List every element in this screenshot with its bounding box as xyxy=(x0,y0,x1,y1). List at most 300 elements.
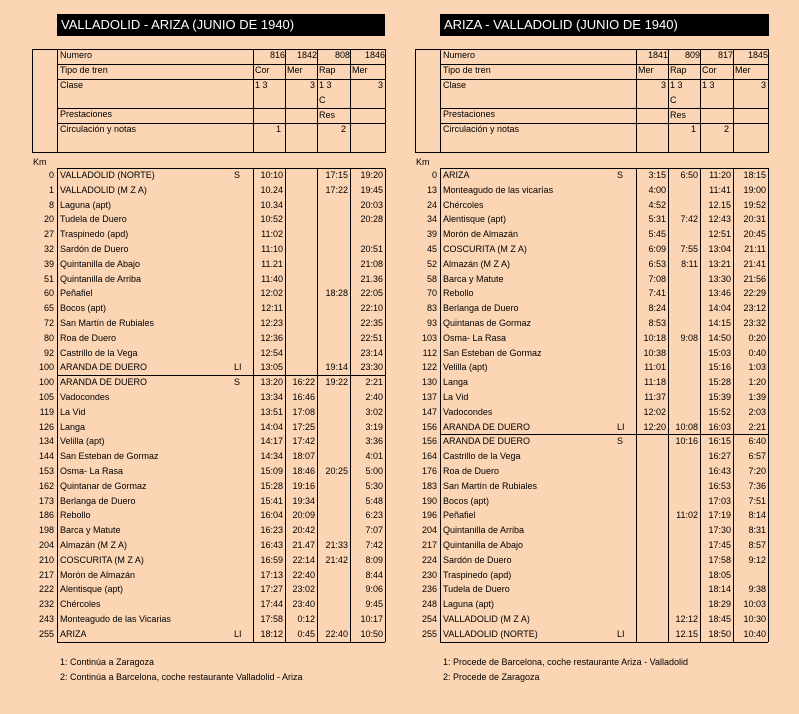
timetable-row xyxy=(383,568,773,583)
row-time: 1:39 xyxy=(748,392,766,402)
row-km: 130 xyxy=(421,377,437,388)
row-km: 1 xyxy=(48,184,54,195)
timetable-panel-right xyxy=(383,0,783,714)
row-km: 232 xyxy=(38,599,54,610)
header-train-notes: 1 xyxy=(690,124,696,134)
timetable-row xyxy=(0,479,390,494)
row-time: 20:51 xyxy=(360,244,383,254)
row-time: 21:41 xyxy=(743,258,766,269)
row-time: 14:04 xyxy=(708,303,731,314)
row-time: 5:00 xyxy=(365,466,383,476)
row-time xyxy=(636,479,668,494)
row-time: 11:41 xyxy=(709,184,731,195)
row-time: 16:43 xyxy=(708,466,731,476)
timetable-row xyxy=(383,494,773,509)
row-station: ARANDA DE DUERO xyxy=(60,377,148,388)
row-time: 22:51 xyxy=(360,332,383,343)
row-flag xyxy=(234,390,253,405)
row-time xyxy=(317,434,350,449)
row-time: 11:40 xyxy=(261,273,283,284)
row-time: 23:30 xyxy=(360,362,383,373)
timetable-row xyxy=(383,582,773,597)
timetable-row xyxy=(0,286,390,301)
timetable-row xyxy=(383,434,773,449)
timetable-row xyxy=(0,553,390,568)
timetable-row xyxy=(0,390,390,405)
row-time: 14:34 xyxy=(260,451,283,462)
row-station: Bocos (apt) xyxy=(60,303,107,314)
row-km: 100 xyxy=(38,362,54,373)
row-time: 17:30 xyxy=(708,525,731,536)
row-km: 60 xyxy=(43,288,54,299)
row-time: 6:53 xyxy=(648,258,666,269)
row-flag xyxy=(617,582,636,597)
row-time xyxy=(668,272,700,287)
row-km: 210 xyxy=(38,554,54,565)
row-time xyxy=(668,227,700,242)
row-time: 12:36 xyxy=(260,332,283,343)
row-time: 16:15 xyxy=(708,436,731,447)
row-time: 21:11 xyxy=(744,244,766,254)
row-time: 10:40 xyxy=(743,628,766,639)
row-km: 162 xyxy=(38,480,54,491)
row-flag xyxy=(617,494,636,509)
row-station: Langa xyxy=(443,377,469,388)
row-time: 19:52 xyxy=(743,199,766,210)
row-flag xyxy=(617,212,636,227)
row-time: 11:02 xyxy=(261,229,283,240)
row-time xyxy=(350,227,385,242)
row-km: 8 xyxy=(48,199,54,210)
row-km: 65 xyxy=(43,303,54,314)
row-time xyxy=(668,479,700,494)
row-time: 2:21 xyxy=(365,377,383,388)
row-station: Quintanilla de Arriba xyxy=(443,525,525,536)
row-km: 122 xyxy=(421,362,437,373)
row-time: 16:23 xyxy=(260,525,283,536)
row-time: 12:51 xyxy=(708,229,731,240)
row-time xyxy=(285,360,317,375)
row-flag xyxy=(234,227,253,242)
row-flag xyxy=(617,257,636,272)
timetable-row xyxy=(383,168,773,183)
row-flag xyxy=(234,523,253,538)
row-time: 18:45 xyxy=(708,614,731,624)
header-outer-top xyxy=(415,49,440,50)
row-station: Traspinedo (apd) xyxy=(443,569,512,580)
row-station: Castrillo de la Vega xyxy=(60,347,138,358)
row-flag: S xyxy=(234,170,241,180)
row-station: Bocos (apt) xyxy=(443,495,490,506)
footnote-2: 2: Continúa a Barcelona, coche restaurante Valladolid - Ariza xyxy=(60,672,303,682)
row-km: 156 xyxy=(421,436,437,447)
row-time: 7:41 xyxy=(648,288,666,299)
row-station: San Esteban de Gormaz xyxy=(443,347,542,358)
row-time: 0:40 xyxy=(748,347,766,358)
row-station: Rebollo xyxy=(60,510,91,521)
row-time: 17:15 xyxy=(325,170,348,180)
row-time: 12:54 xyxy=(260,347,283,358)
row-flag xyxy=(234,198,253,213)
row-km: 217 xyxy=(421,540,437,550)
timetable-row xyxy=(0,449,390,464)
row-time: 12:02 xyxy=(260,288,283,299)
row-time: 17:13 xyxy=(260,569,283,580)
row-time: 22:10 xyxy=(360,303,383,314)
row-station: VALLADOLID (M Z A) xyxy=(60,184,147,195)
row-time: 6:50 xyxy=(680,170,698,180)
row-km: 230 xyxy=(421,569,437,580)
row-time: 17:44 xyxy=(260,599,283,610)
row-time xyxy=(317,390,350,405)
row-station: ARANDA DE DUERO xyxy=(443,421,531,432)
row-time: 2:03 xyxy=(748,406,766,417)
row-time xyxy=(317,331,350,346)
row-flag xyxy=(234,538,253,553)
row-time xyxy=(285,272,317,287)
row-km: 198 xyxy=(38,525,54,536)
row-time: 14:04 xyxy=(260,421,283,432)
timetable-row xyxy=(0,405,390,420)
row-time: 15:28 xyxy=(260,480,283,491)
row-time xyxy=(317,198,350,213)
timetable-row xyxy=(383,360,773,375)
header-train-class: 1 3 xyxy=(319,80,332,90)
timetable-row xyxy=(0,494,390,509)
row-time xyxy=(636,434,668,449)
header-col-line xyxy=(768,49,769,153)
row-flag xyxy=(617,449,636,464)
row-time xyxy=(285,286,317,301)
row-flag xyxy=(234,508,253,523)
timetable-row xyxy=(0,346,390,361)
timetable-row xyxy=(383,405,773,420)
row-time: 17:58 xyxy=(708,554,731,565)
row-time: 10:38 xyxy=(643,347,666,358)
row-time: 20:28 xyxy=(360,214,383,225)
row-time: 18:29 xyxy=(708,599,731,610)
row-time xyxy=(668,301,700,316)
row-station: Osma- La Rasa xyxy=(443,332,507,343)
row-station: Peñafiel xyxy=(443,510,476,521)
row-km: 224 xyxy=(421,554,437,565)
row-time xyxy=(317,582,350,597)
body-bottom-border xyxy=(440,642,768,643)
timetable-row xyxy=(383,242,773,257)
timetable-row xyxy=(383,449,773,464)
row-time: 15:41 xyxy=(260,495,283,506)
row-flag: S xyxy=(617,170,624,180)
row-flag xyxy=(234,183,253,198)
row-station: Berlanga de Duero xyxy=(60,495,136,506)
row-km: 248 xyxy=(421,599,437,610)
row-flag xyxy=(617,464,636,479)
row-km: 34 xyxy=(426,214,437,225)
row-time: 19:16 xyxy=(292,480,315,491)
row-time: 19:20 xyxy=(360,170,383,180)
timetable-row xyxy=(383,286,773,301)
header-train-class: 1 3 xyxy=(255,80,268,90)
row-flag xyxy=(234,346,253,361)
row-time: 9:38 xyxy=(748,584,766,595)
row-station: Velilla (apt) xyxy=(443,362,488,373)
row-time: 11:18 xyxy=(644,377,666,388)
row-time: 10:50 xyxy=(360,628,383,639)
row-time: 16:22 xyxy=(292,377,315,388)
row-time: 6:40 xyxy=(748,436,766,447)
row-time: 11:02 xyxy=(676,510,698,521)
timetable-row xyxy=(383,420,773,435)
row-time: 14:17 xyxy=(260,436,283,447)
row-time: 17:45 xyxy=(708,540,731,550)
timetable-row xyxy=(0,198,390,213)
timetable-row xyxy=(383,375,773,390)
row-time: 22:35 xyxy=(360,318,383,328)
row-time xyxy=(317,272,350,287)
row-station: Monteagudo de las vicarías xyxy=(443,184,554,195)
row-km: 83 xyxy=(426,303,437,314)
row-time: 17:22 xyxy=(325,184,348,195)
row-time: 10.34 xyxy=(260,199,283,210)
row-time: 7:42 xyxy=(680,214,698,225)
row-km: 0 xyxy=(48,170,54,180)
row-time xyxy=(668,494,700,509)
row-flag xyxy=(617,346,636,361)
header-train-notes: 1 xyxy=(275,124,281,134)
header-train-notes: 2 xyxy=(340,124,346,134)
header-outer-bottom xyxy=(32,152,57,153)
row-time: 10:52 xyxy=(260,214,283,225)
row-time: 7:42 xyxy=(365,540,383,550)
timetable-row xyxy=(383,479,773,494)
header-bottom-border xyxy=(57,152,385,153)
row-time: 23:14 xyxy=(360,347,383,358)
row-time xyxy=(317,242,350,257)
row-km: 217 xyxy=(38,569,54,580)
row-station: Roa de Duero xyxy=(443,466,500,476)
row-time xyxy=(317,212,350,227)
timetable-row xyxy=(383,183,773,198)
row-flag xyxy=(617,390,636,405)
row-flag xyxy=(234,553,253,568)
header-train-class: 1 3 xyxy=(702,80,715,90)
row-km: 204 xyxy=(38,540,54,550)
row-flag xyxy=(617,331,636,346)
row-time: 1:03 xyxy=(748,362,766,373)
row-time xyxy=(636,508,668,523)
row-station: Almazán (M Z A) xyxy=(60,540,128,550)
row-flag xyxy=(617,316,636,331)
row-time xyxy=(285,257,317,272)
row-km: 164 xyxy=(421,451,437,462)
row-time xyxy=(317,523,350,538)
row-time: 9:45 xyxy=(365,599,383,610)
row-flag xyxy=(234,420,253,435)
row-time: 15:52 xyxy=(708,406,731,417)
timetable-row xyxy=(0,257,390,272)
timetable-row xyxy=(383,212,773,227)
row-time xyxy=(317,479,350,494)
row-time xyxy=(285,227,317,242)
row-time xyxy=(668,346,700,361)
row-time xyxy=(317,494,350,509)
timetable-row xyxy=(383,612,773,627)
row-time: 9:06 xyxy=(365,584,383,595)
row-time: 11:01 xyxy=(644,362,666,373)
header-row-line xyxy=(57,108,385,109)
row-time: 17:03 xyxy=(708,495,731,506)
row-time xyxy=(317,449,350,464)
row-time: 22:40 xyxy=(325,628,348,639)
row-station: COSCURITA (M Z A) xyxy=(443,244,527,254)
row-km: 254 xyxy=(421,614,437,624)
row-flag xyxy=(234,464,253,479)
row-time: 19:45 xyxy=(360,184,383,195)
row-time: 23:12 xyxy=(743,303,766,314)
row-time: 22:29 xyxy=(743,288,766,299)
row-flag xyxy=(617,183,636,198)
row-time xyxy=(317,405,350,420)
timetable-row xyxy=(0,168,390,183)
header-train-services: Res xyxy=(670,110,687,120)
row-time: 13:51 xyxy=(260,406,283,417)
timetable-row xyxy=(383,523,773,538)
row-station: Barca y Matute xyxy=(60,525,121,536)
row-time: 15:03 xyxy=(708,347,731,358)
row-time: 13:30 xyxy=(708,273,731,284)
row-time: 16:46 xyxy=(292,392,315,402)
timetable-row xyxy=(0,523,390,538)
row-time xyxy=(317,227,350,242)
row-station: La Vid xyxy=(60,406,86,417)
row-time: 7:36 xyxy=(748,480,766,491)
timetable-row xyxy=(383,627,773,642)
row-flag: S xyxy=(234,377,241,388)
row-time: 2:21 xyxy=(748,421,766,432)
header-label: Prestaciones xyxy=(60,109,113,119)
footnote-2: 2: Procede de Zaragoza xyxy=(443,672,540,682)
row-station: La Vid xyxy=(443,392,469,402)
row-time: 18:46 xyxy=(292,466,315,476)
row-flag xyxy=(617,272,636,287)
row-time: 11:37 xyxy=(644,392,666,402)
timetable-row xyxy=(383,257,773,272)
row-time xyxy=(636,494,668,509)
row-flag xyxy=(617,479,636,494)
row-time: 14:50 xyxy=(708,332,731,343)
timetable-row xyxy=(383,227,773,242)
row-time: 5:48 xyxy=(365,495,383,506)
row-station: Berlanga de Duero xyxy=(443,303,519,314)
row-time: 10:30 xyxy=(743,614,766,624)
header-label: Circulación y notas xyxy=(443,124,520,134)
row-km: 32 xyxy=(43,244,54,254)
km-label: Km xyxy=(416,157,430,167)
row-time: 20:42 xyxy=(292,525,315,536)
row-time: 8:09 xyxy=(365,554,383,565)
row-flag: LI xyxy=(617,421,625,432)
row-station: Laguna (apt) xyxy=(60,199,112,210)
row-station: ARANDA DE DUERO xyxy=(443,436,531,447)
row-flag xyxy=(234,449,253,464)
row-km: 92 xyxy=(43,347,54,358)
header-label: Clase xyxy=(443,80,467,90)
header-leftmost-border xyxy=(415,49,416,153)
row-time: 17:27 xyxy=(260,584,283,595)
row-time: 10.24 xyxy=(260,184,283,195)
header-train-class-2: C xyxy=(319,95,326,105)
row-km: 70 xyxy=(426,288,437,299)
row-time xyxy=(285,212,317,227)
timetable-row xyxy=(383,346,773,361)
timetable-title-right: ARIZA - VALLADOLID (JUNIO DE 1940) xyxy=(440,14,769,36)
row-time xyxy=(668,390,700,405)
row-time xyxy=(317,257,350,272)
row-time: 8:24 xyxy=(648,303,666,314)
row-time: 5:45 xyxy=(648,229,666,240)
row-time xyxy=(636,523,668,538)
row-time xyxy=(668,198,700,213)
row-km: 255 xyxy=(421,628,437,639)
row-km: 27 xyxy=(43,229,54,240)
row-time xyxy=(668,538,700,553)
row-time: 16:04 xyxy=(260,510,283,521)
row-time: 20:25 xyxy=(325,466,348,476)
row-station: ARIZA xyxy=(443,170,470,180)
row-time: 7:08 xyxy=(648,273,666,284)
row-time: 10:10 xyxy=(260,170,283,180)
row-station: Morón de Almazán xyxy=(443,229,519,240)
row-km: 243 xyxy=(38,614,54,624)
row-time: 15:28 xyxy=(708,377,731,388)
row-time: 1:20 xyxy=(748,377,766,388)
row-time: 12.15 xyxy=(675,628,698,639)
row-flag xyxy=(617,597,636,612)
row-time: 17:25 xyxy=(292,421,315,432)
row-time: 6:23 xyxy=(365,510,383,521)
row-time: 3:36 xyxy=(365,436,383,447)
row-time: 20:45 xyxy=(743,229,766,240)
body-bottom-border xyxy=(57,642,385,643)
timetable-row xyxy=(0,627,390,642)
header-bottom-border xyxy=(440,152,768,153)
row-flag xyxy=(617,227,636,242)
row-km: 119 xyxy=(39,406,54,417)
row-time: 12:11 xyxy=(261,303,283,314)
row-time xyxy=(285,198,317,213)
row-time: 13:05 xyxy=(260,362,283,373)
row-time: 17:58 xyxy=(260,614,283,624)
row-km: 39 xyxy=(43,258,54,269)
row-flag xyxy=(617,405,636,420)
row-time: 7:51 xyxy=(748,495,766,506)
row-time: 0:45 xyxy=(297,628,315,639)
row-time: 17:42 xyxy=(292,436,315,447)
row-time: 19:00 xyxy=(743,184,766,195)
row-time: 18:07 xyxy=(292,451,315,462)
row-flag xyxy=(234,479,253,494)
row-km: 105 xyxy=(38,392,54,402)
row-time xyxy=(668,316,700,331)
row-station: Sardón de Duero xyxy=(443,554,512,565)
row-time: 4:00 xyxy=(648,184,666,195)
header-train-class: 1 3 xyxy=(670,80,683,90)
row-time: 16:59 xyxy=(260,554,283,565)
row-time xyxy=(668,568,700,583)
row-km: 183 xyxy=(421,480,437,491)
row-flag xyxy=(617,301,636,316)
row-time xyxy=(668,582,700,597)
